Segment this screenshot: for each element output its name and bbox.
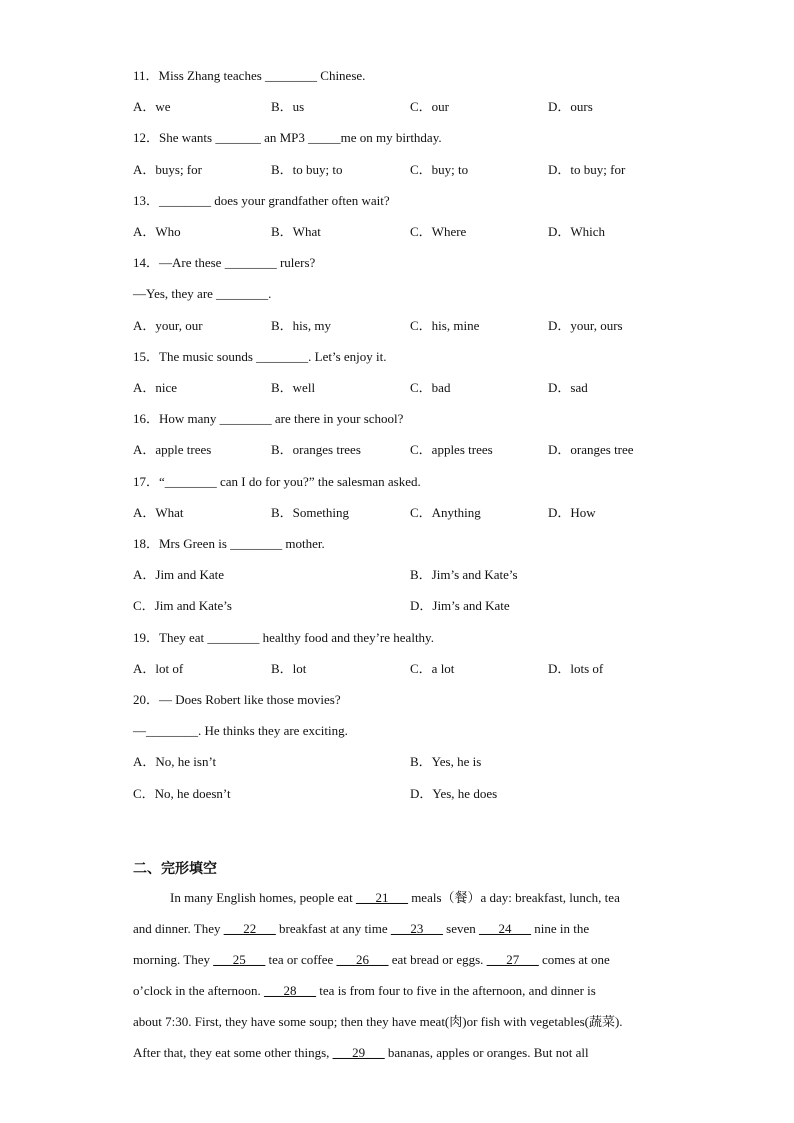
passage-text: meals（餐）a day: breakfast, lunch, tea — [407, 890, 620, 905]
question-stem: 12．She wants _______ an MP3 _____me on my birthday. — [133, 130, 442, 146]
answer-option: B．lot — [271, 660, 307, 676]
answer-option: C．Where — [410, 224, 467, 239]
question-stem: 11．Miss Zhang teaches ________ Chinese. — [133, 68, 366, 83]
blank-number: ___27___ — [486, 952, 539, 967]
passage-text: about 7:30. First, they have some soup; then they have meat(肉)or fish with vegetables(蔬菜). — [133, 1014, 623, 1029]
answer-option: D．lots of — [548, 660, 604, 676]
answer-option: A．Jim and Kate — [133, 567, 224, 583]
answer-option: A．buys; for — [133, 161, 202, 177]
answer-option: C．his, mine — [410, 317, 480, 333]
passage-text: In many English homes, people eat — [170, 890, 356, 905]
section-heading: 二、完形填空 — [133, 861, 217, 877]
answer-option: A．Who — [133, 224, 181, 239]
passage-text: eat bread or eggs. — [388, 952, 487, 967]
question-stem: 13．________ does your grandfather often wait? — [133, 192, 390, 208]
answer-option: C．a lot — [410, 660, 455, 676]
answer-option: A．What — [133, 504, 184, 520]
passage-line — [133, 921, 663, 937]
question-stem: 19．They eat ________ healthy food and they’re healthy. — [133, 629, 434, 645]
answer-option: C．Jim and Kate’s — [133, 598, 232, 614]
answer-option: C．Anything — [410, 504, 481, 520]
answer-option: A．apple trees — [133, 442, 212, 458]
passage-text: tea or coffee — [265, 952, 337, 967]
answer-option: D．to buy; for — [548, 161, 626, 177]
passage-line — [133, 1014, 663, 1030]
answer-option: D．Jim’s and Kate — [410, 598, 510, 614]
answer-option: A．your, our — [133, 317, 203, 333]
blank-number: ___21___ — [355, 890, 408, 905]
answer-option: A．lot of — [133, 660, 184, 676]
passage-text: nine in the — [531, 921, 590, 936]
passage-text: breakfast at any time — [275, 921, 391, 936]
answer-option: D．sad — [548, 380, 588, 395]
answer-option: A．No, he isn’t — [133, 754, 217, 770]
passage-line — [170, 890, 700, 906]
passage-text: and dinner. They — [133, 921, 224, 936]
answer-option: B．well — [271, 380, 316, 395]
answer-option: D．Yes, he does — [410, 785, 498, 801]
answer-option: C．buy; to — [410, 161, 469, 177]
answer-option: D．oranges tree — [548, 442, 634, 458]
answer-option: B．us — [271, 99, 305, 115]
answer-option: C．apples trees — [410, 442, 493, 458]
answer-option: D．How — [548, 504, 596, 520]
answer-option: C．bad — [410, 380, 451, 395]
blank-number: ___28___ — [264, 983, 317, 998]
blank-number: ___23___ — [390, 921, 443, 936]
answer-option: B．his, my — [271, 317, 331, 333]
blank-number: ___29___ — [332, 1045, 385, 1060]
blank-number: ___26___ — [336, 952, 389, 967]
passage-text: bananas, apples or oranges. But not all — [384, 1045, 589, 1060]
blank-number: ___24___ — [479, 921, 532, 936]
answer-option: A．nice — [133, 380, 178, 395]
passage-text: After that, they eat some other things, — [133, 1045, 333, 1060]
question-stem: 14．—Are these ________ rulers? — [133, 255, 316, 271]
question-stem: 16．How many ________ are there in your school? — [133, 411, 404, 427]
answer-option: C．our — [410, 99, 450, 115]
passage-text: comes at one — [538, 952, 610, 967]
question-stem: 18．Mrs Green is ________ mother. — [133, 536, 325, 551]
passage-line — [133, 952, 663, 968]
blank-number: ___22___ — [223, 921, 276, 936]
answer-option: A．we — [133, 99, 171, 115]
answer-option: D．your, ours — [548, 317, 623, 333]
passage-text: o’clock in the afternoon. — [133, 983, 265, 998]
answer-option: B．Jim’s and Kate’s — [410, 567, 518, 583]
answer-option: D．Which — [548, 224, 606, 239]
passage-line — [133, 1045, 663, 1061]
answer-option: B．oranges trees — [271, 442, 361, 458]
question-stem: 17．“________ can I do for you?” the salesman asked. — [133, 473, 421, 489]
blank-number: ___25___ — [213, 952, 266, 967]
answer-option: B．What — [271, 224, 321, 239]
passage-text: seven — [442, 921, 480, 936]
answer-option: B．Something — [271, 504, 350, 520]
answer-option: B．Yes, he is — [410, 754, 482, 770]
answer-option: D．ours — [548, 99, 593, 115]
question-stem: —________. He thinks they are exciting. — [133, 723, 348, 739]
answer-option: B．to buy; to — [271, 161, 343, 177]
question-stem: 15．The music sounds ________. Let’s enjoy it. — [133, 348, 387, 364]
passage-line — [133, 983, 663, 999]
question-stem: —Yes, they are ________. — [133, 286, 272, 302]
passage-text: tea is from four to five in the afternoon, and dinner is — [316, 983, 596, 998]
question-stem: 20．— Does Robert like those movies? — [133, 692, 341, 707]
passage-text: morning. They — [133, 952, 214, 967]
answer-option: C．No, he doesn’t — [133, 785, 231, 801]
